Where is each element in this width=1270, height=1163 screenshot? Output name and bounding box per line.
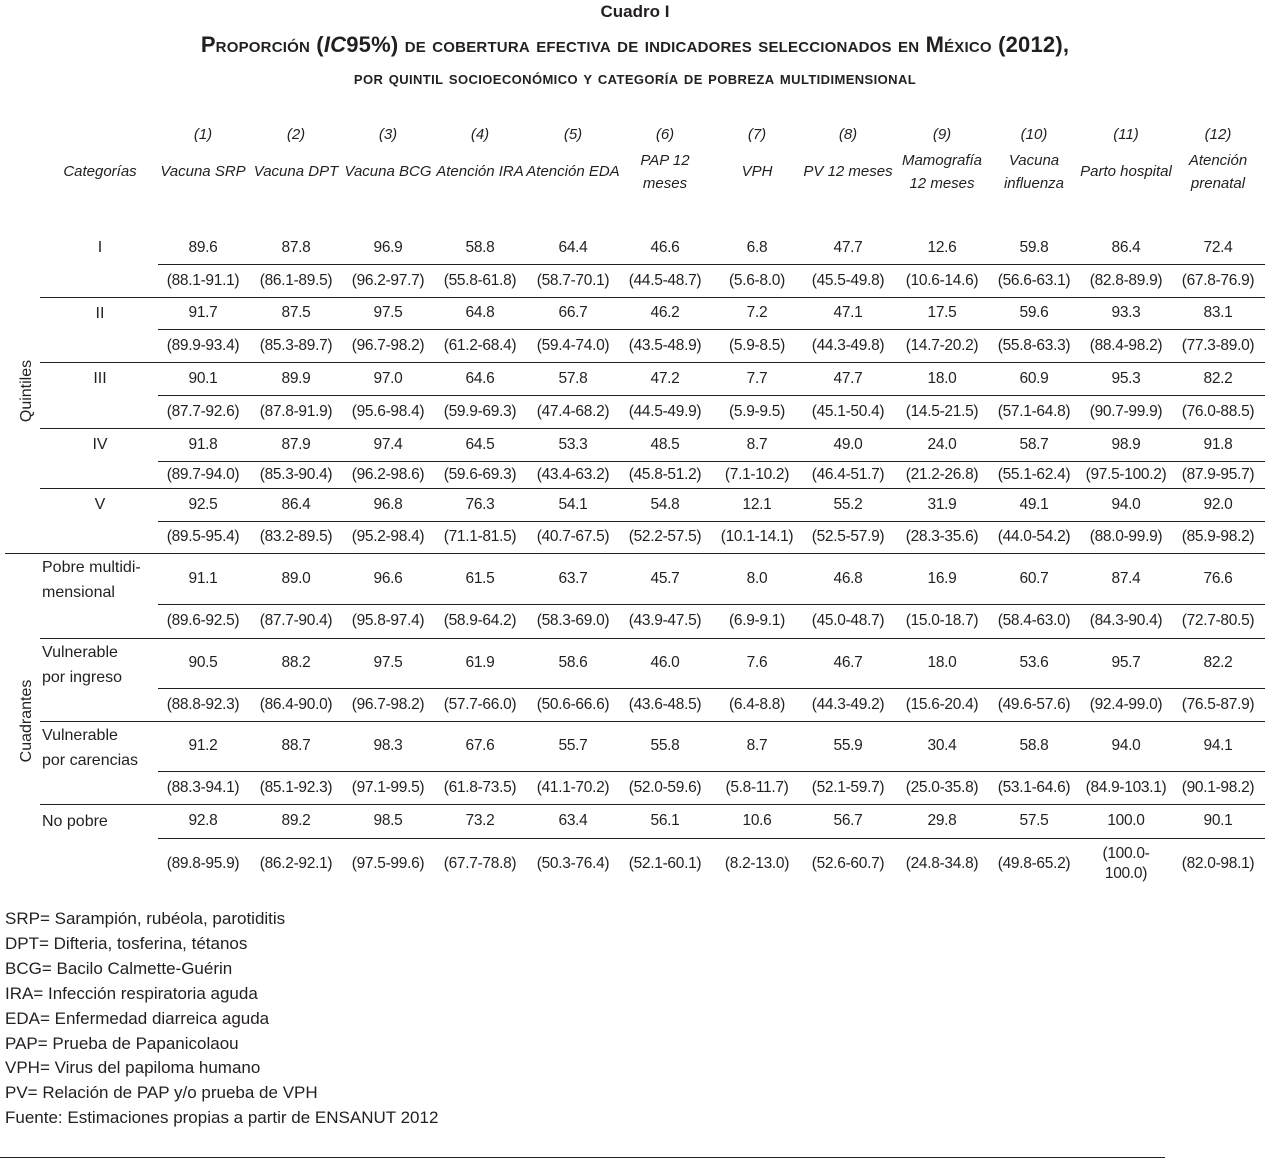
ci-cell: (5.6-8.0): [729, 271, 785, 289]
ci-cell: (10.1-14.1): [720, 528, 794, 545]
ci-cell: (100.0- 100.0): [1102, 845, 1150, 882]
ci-cell: (43.6-48.5): [628, 695, 702, 713]
ci-cell: (10.6-14.6): [905, 271, 979, 289]
value-cell: 61.9: [465, 654, 495, 671]
value-cell: 94.0: [1111, 495, 1141, 513]
row-label: por ingreso: [42, 669, 123, 686]
ci-cell: (95.6-98.4): [351, 402, 425, 420]
value-cell: 72.4: [1203, 238, 1233, 256]
ci-cell: (24.8-34.8): [905, 855, 979, 872]
ci-cell: (52.2-57.5): [628, 528, 702, 545]
ci-cell: (72.7-80.5): [1181, 612, 1255, 629]
ci-cell: (45.8-51.2): [628, 465, 702, 483]
ci-cell: (59.9-69.3): [443, 402, 517, 420]
value-cell: 55.2: [833, 495, 863, 513]
value-cell: 90.5: [188, 654, 218, 671]
column-number: (5): [563, 126, 583, 143]
ci-cell: (97.1-99.5): [351, 778, 425, 796]
ci-cell: (85.9-98.2): [1181, 528, 1255, 545]
ci-cell: (52.5-57.9): [811, 528, 885, 545]
value-cell: 82.2: [1203, 654, 1233, 671]
value-cell: 87.4: [1111, 569, 1141, 587]
value-cell: 60.9: [1019, 369, 1049, 387]
ci-cell: (67.8-76.9): [1181, 271, 1255, 289]
value-cell: 89.6: [188, 238, 218, 256]
value-cell: 63.4: [558, 812, 588, 829]
ci-cell: (58.3-69.0): [536, 612, 610, 629]
header-categories: Categorías: [63, 163, 137, 180]
ci-cell: (89.9-93.4): [166, 336, 240, 354]
ci-cell: (52.1-60.1): [628, 855, 702, 872]
value-cell: 7.2: [746, 304, 768, 321]
column-header: Vacuna BCG: [344, 163, 432, 180]
value-cell: 96.6: [373, 569, 403, 587]
value-cell: 98.3: [373, 737, 403, 754]
value-cell: 95.7: [1111, 654, 1141, 671]
value-cell: 94.1: [1203, 737, 1233, 754]
ci-cell: (58.9-64.2): [443, 612, 517, 629]
value-cell: 45.7: [650, 569, 680, 587]
ci-cell: (86.2-92.1): [259, 855, 333, 872]
ci-cell: (82.0-98.1): [1181, 855, 1255, 872]
value-cell: 86.4: [281, 495, 311, 513]
value-cell: 48.5: [650, 435, 680, 453]
ci-cell: (76.5-87.9): [1181, 695, 1255, 713]
value-cell: 46.8: [833, 569, 863, 587]
ci-cell: (85.3-89.7): [259, 336, 333, 354]
ci-cell: (86.1-89.5): [259, 271, 333, 289]
ci-cell: (58.7-70.1): [536, 271, 610, 289]
column-header: Atención EDA: [526, 163, 620, 180]
value-cell: 58.7: [1019, 435, 1049, 453]
column-number: (4): [470, 126, 490, 143]
ci-cell: (55.8-61.8): [443, 271, 517, 289]
column-number: (8): [838, 126, 858, 143]
value-cell: 76.6: [1203, 569, 1233, 587]
column-number: (7): [747, 126, 767, 143]
value-cell: 7.6: [746, 654, 768, 671]
row-divider: [158, 771, 1265, 772]
ci-cell: (43.9-47.5): [628, 612, 702, 629]
value-cell: 46.6: [650, 238, 680, 256]
ci-cell: (89.8-95.9): [166, 855, 240, 872]
footnote: PAP= Prueba de Papanicolaou: [5, 1033, 239, 1053]
value-cell: 94.0: [1111, 737, 1141, 754]
ci-cell: (57.1-64.8): [997, 402, 1071, 420]
value-cell: 46.0: [650, 654, 680, 671]
value-cell: 64.4: [558, 238, 588, 256]
value-cell: 96.9: [373, 238, 403, 256]
value-cell: 58.8: [1019, 737, 1049, 754]
table-subtitle: por quintil socioeconómico y categoría de pobreza multidimensional: [353, 68, 917, 88]
value-cell: 91.8: [1203, 435, 1233, 453]
ci-cell: (59.4-74.0): [536, 336, 610, 354]
ci-cell: (14.7-20.2): [905, 336, 979, 354]
value-cell: 55.9: [833, 737, 863, 754]
ci-cell: (15.0-18.7): [905, 612, 979, 629]
ci-cell: (89.6-92.5): [166, 612, 240, 629]
value-cell: 24.0: [927, 435, 957, 453]
ci-cell: (89.5-95.4): [166, 528, 240, 545]
value-cell: 97.5: [373, 654, 403, 671]
column-header: PV 12 meses: [803, 163, 893, 180]
value-cell: 97.0: [373, 369, 403, 387]
value-cell: 54.8: [650, 495, 680, 513]
value-cell: 6.8: [746, 238, 768, 256]
ci-cell: (88.0-99.9): [1089, 528, 1163, 545]
ci-cell: (90.7-99.9): [1089, 402, 1163, 420]
ci-cell: (8.2-13.0): [724, 855, 790, 872]
ci-cell: (45.0-48.7): [811, 612, 885, 629]
ci-cell: (82.8-89.9): [1089, 271, 1163, 289]
ci-cell: (88.1-91.1): [166, 271, 240, 289]
column-header: Atención IRA: [436, 163, 524, 180]
footnote: PV= Relación de PAP y/o prueba de VPH: [5, 1083, 318, 1103]
column-header: PAP 12: [640, 152, 690, 169]
ci-cell: (96.2-97.7): [351, 271, 425, 289]
value-cell: 29.8: [927, 812, 957, 829]
value-cell: 88.2: [281, 654, 311, 671]
ci-cell: (95.2-98.4): [351, 528, 425, 545]
ci-cell: (88.8-92.3): [166, 695, 240, 713]
value-cell: 18.0: [927, 654, 957, 671]
value-cell: 100.0: [1107, 812, 1145, 829]
column-header: Atención: [1188, 152, 1248, 169]
value-cell: 53.6: [1019, 654, 1049, 671]
row-label: V: [94, 496, 106, 513]
ci-cell: (44.3-49.2): [811, 695, 885, 713]
value-cell: 10.6: [742, 812, 772, 829]
column-number: (1): [193, 126, 213, 143]
value-cell: 95.3: [1111, 369, 1141, 387]
value-cell: 8.0: [746, 569, 768, 587]
value-cell: 53.3: [558, 435, 588, 453]
ci-cell: (87.9-95.7): [1181, 465, 1255, 483]
value-cell: 92.5: [188, 495, 218, 513]
value-cell: 89.0: [281, 569, 311, 587]
ci-cell: (21.2-26.8): [905, 465, 979, 483]
value-cell: 55.8: [650, 737, 680, 754]
value-cell: 91.8: [188, 435, 218, 453]
row-divider: [158, 461, 1265, 462]
table-title: Proporción (IC95%) de cobertura efectiva de indicadores seleccionados en México (2012),: [200, 32, 1070, 57]
ci-cell: (56.6-63.1): [997, 271, 1071, 289]
column-header: Vacuna DPT: [253, 163, 339, 180]
value-cell: 92.8: [188, 812, 218, 829]
ci-cell: (85.1-92.3): [259, 778, 333, 796]
row-label: I: [97, 239, 103, 256]
value-cell: 18.0: [927, 369, 957, 387]
value-cell: 7.7: [746, 369, 768, 387]
row-label: Vulnerable: [42, 727, 118, 744]
value-cell: 55.7: [558, 737, 588, 754]
table-number: Cuadro I: [600, 2, 670, 21]
ci-cell: (55.8-63.3): [997, 336, 1071, 354]
value-cell: 82.2: [1203, 369, 1233, 387]
row-label: II: [95, 305, 105, 322]
ci-cell: (58.4-63.0): [997, 612, 1071, 629]
value-cell: 30.4: [927, 737, 957, 754]
group-label-quintiles: Quintiles: [18, 359, 35, 423]
value-cell: 92.0: [1203, 495, 1233, 513]
bottom-rule: [0, 1157, 1165, 1158]
value-cell: 76.3: [465, 495, 495, 513]
value-cell: 31.9: [927, 495, 957, 513]
value-cell: 63.7: [558, 569, 588, 587]
ci-cell: (52.0-59.6): [628, 778, 702, 796]
ci-cell: (14.5-21.5): [905, 402, 979, 420]
value-cell: 49.0: [833, 435, 863, 453]
column-header: meses: [642, 175, 688, 192]
ci-cell: (83.2-89.5): [259, 528, 333, 545]
value-cell: 54.1: [558, 495, 588, 513]
ci-cell: (44.5-48.7): [628, 271, 702, 289]
row-label: III: [93, 370, 107, 387]
ci-cell: (44.3-49.8): [811, 336, 885, 354]
row-divider: [158, 264, 1265, 265]
ci-cell: (43.4-63.2): [536, 465, 610, 483]
ci-cell: (84.9-103.1): [1085, 778, 1167, 796]
value-cell: 16.9: [927, 569, 957, 587]
ci-cell: (49.6-57.6): [997, 695, 1071, 713]
row-divider: [158, 521, 1265, 522]
value-cell: 12.1: [742, 495, 772, 513]
value-cell: 88.7: [281, 737, 311, 754]
ci-cell: (6.9-9.1): [729, 612, 785, 629]
footnote: BCG= Bacilo Calmette-Guérin: [5, 958, 233, 978]
column-header: Vacuna SRP: [160, 163, 246, 180]
value-cell: 91.1: [188, 569, 218, 587]
ci-cell: (55.1-62.4): [997, 465, 1071, 483]
ci-cell: (87.7-90.4): [259, 612, 333, 629]
value-cell: 98.9: [1111, 435, 1141, 453]
ci-cell: (5.9-9.5): [729, 402, 785, 420]
row-label: por carencias: [42, 752, 139, 769]
value-cell: 59.6: [1019, 304, 1049, 321]
ci-cell: (52.1-59.7): [811, 778, 885, 796]
ci-cell: (88.4-98.2): [1089, 336, 1163, 354]
ci-cell: (49.8-65.2): [997, 855, 1071, 872]
row-label: No pobre: [42, 813, 108, 830]
ci-cell: (96.2-98.6): [351, 465, 425, 483]
ci-cell: (95.8-97.4): [351, 612, 425, 629]
footnote: DPT= Difteria, tosferina, tétanos: [5, 933, 248, 953]
ci-cell: (5.9-8.5): [729, 336, 785, 354]
value-cell: 97.5: [373, 304, 403, 321]
ci-cell: (28.3-35.6): [905, 528, 979, 545]
column-header: Vacuna: [1008, 152, 1060, 169]
ci-cell: (46.4-51.7): [811, 465, 885, 483]
value-cell: 64.5: [465, 435, 495, 453]
row-label: Vulnerable: [42, 644, 118, 661]
footnote: VPH= Virus del papiloma humano: [5, 1058, 261, 1078]
ci-cell: (47.4-68.2): [536, 402, 610, 420]
ci-cell: (97.5-100.2): [1085, 465, 1167, 483]
value-cell: 86.4: [1111, 238, 1141, 256]
row-divider: [158, 838, 1265, 839]
column-header: prenatal: [1190, 175, 1246, 192]
value-cell: 47.7: [833, 369, 863, 387]
value-cell: 87.8: [281, 238, 311, 256]
value-cell: 47.2: [650, 369, 680, 387]
footnote: Fuente: Estimaciones propias a partir de ENSANUT 2012: [5, 1108, 439, 1128]
ci-cell: (86.4-90.0): [259, 695, 333, 713]
ci-cell: (61.8-73.5): [443, 778, 517, 796]
value-cell: 8.7: [746, 435, 768, 453]
ci-cell: (57.7-66.0): [443, 695, 517, 713]
row-label: IV: [92, 436, 108, 453]
value-cell: 12.6: [927, 238, 957, 256]
value-cell: 66.7: [558, 304, 588, 321]
ci-cell: (87.7-92.6): [166, 402, 240, 420]
value-cell: 47.1: [833, 304, 863, 321]
value-cell: 91.7: [188, 304, 218, 321]
column-header: VPH: [741, 163, 773, 180]
footnote: IRA= Infección respiratoria aguda: [5, 983, 258, 1003]
footnote: EDA= Enfermedad diarreica aguda: [5, 1008, 270, 1028]
ci-cell: (25.0-35.8): [905, 778, 979, 796]
value-cell: 8.7: [746, 737, 768, 754]
value-cell: 56.1: [650, 812, 680, 829]
value-cell: 93.3: [1111, 304, 1141, 321]
value-cell: 59.8: [1019, 238, 1049, 256]
value-cell: 46.7: [833, 654, 863, 671]
ci-cell: (89.7-94.0): [166, 465, 240, 483]
value-cell: 49.1: [1019, 495, 1049, 513]
ci-cell: (41.1-70.2): [536, 778, 610, 796]
value-cell: 87.9: [281, 435, 311, 453]
value-cell: 17.5: [927, 304, 957, 321]
row-divider: [158, 329, 1265, 330]
value-cell: 87.5: [281, 304, 311, 321]
value-cell: 57.5: [1019, 812, 1049, 829]
value-cell: 56.7: [833, 812, 863, 829]
column-number: (12): [1204, 126, 1232, 143]
ci-cell: (59.6-69.3): [443, 465, 517, 483]
value-cell: 97.4: [373, 435, 403, 453]
ci-cell: (44.5-49.9): [628, 402, 702, 420]
ci-cell: (50.6-66.6): [536, 695, 610, 713]
column-number: (11): [1113, 126, 1139, 143]
ci-cell: (87.8-91.9): [259, 402, 333, 420]
value-cell: 46.2: [650, 304, 680, 321]
ci-cell: (71.1-81.5): [443, 528, 517, 545]
value-cell: 61.5: [465, 569, 495, 587]
ci-cell: (53.1-64.6): [997, 778, 1071, 796]
column-number: (10): [1020, 126, 1048, 143]
value-cell: 60.7: [1019, 569, 1049, 587]
footnote: SRP= Sarampión, rubéola, parotiditis: [5, 909, 286, 928]
value-cell: 58.6: [558, 654, 588, 671]
ci-cell: (61.2-68.4): [443, 336, 517, 354]
ci-cell: (97.5-99.6): [351, 855, 425, 872]
value-cell: 64.6: [465, 369, 495, 387]
value-cell: 91.2: [188, 737, 218, 754]
value-cell: 89.2: [281, 812, 311, 829]
value-cell: 90.1: [1203, 812, 1233, 829]
ci-cell: (44.0-54.2): [997, 528, 1071, 545]
column-header: Mamografía: [901, 152, 983, 169]
value-cell: 96.8: [373, 495, 403, 513]
ci-cell: (7.1-10.2): [724, 465, 790, 483]
group-label-cuadrantes: Cuadrantes: [18, 679, 35, 762]
ci-cell: (43.5-48.9): [628, 336, 702, 354]
value-cell: 64.8: [465, 304, 495, 321]
ci-cell: (88.3-94.1): [166, 778, 240, 796]
column-number: (6): [655, 126, 675, 143]
value-cell: 90.1: [188, 369, 218, 387]
row-divider: [158, 604, 1265, 605]
value-cell: 73.2: [465, 812, 495, 829]
ci-cell: (15.6-20.4): [905, 695, 979, 713]
row-divider: [158, 688, 1265, 689]
value-cell: 67.6: [465, 737, 495, 754]
ci-cell: (45.1-50.4): [811, 402, 885, 420]
value-cell: 57.8: [558, 369, 588, 387]
value-cell: 47.7: [833, 238, 863, 256]
value-cell: 83.1: [1203, 304, 1233, 321]
ci-cell: (76.0-88.5): [1181, 402, 1255, 420]
row-label: mensional: [42, 584, 115, 601]
value-cell: 89.9: [281, 369, 311, 387]
ci-cell: (67.7-78.8): [443, 855, 517, 872]
ci-cell: (6.4-8.8): [729, 695, 785, 713]
ci-cell: (85.3-90.4): [259, 465, 333, 483]
ci-cell: (40.7-67.5): [536, 528, 610, 545]
ci-cell: (45.5-49.8): [811, 271, 885, 289]
column-number: (9): [932, 126, 952, 143]
value-cell: 98.5: [373, 812, 403, 829]
column-header: Parto hospital: [1080, 163, 1172, 180]
column-number: (3): [378, 126, 398, 143]
ci-cell: (92.4-99.0): [1089, 695, 1163, 713]
ci-cell: (96.7-98.2): [351, 336, 425, 354]
ci-cell: (84.3-90.4): [1089, 612, 1163, 629]
ci-cell: (96.7-98.2): [351, 695, 425, 713]
ci-cell: (50.3-76.4): [536, 855, 610, 872]
column-header: influenza: [1003, 175, 1065, 192]
row-divider: [158, 395, 1265, 396]
row-label: Pobre multidi-: [42, 559, 141, 576]
column-number: (2): [286, 126, 306, 143]
ci-cell: (90.1-98.2): [1181, 778, 1255, 796]
ci-cell: (52.6-60.7): [811, 855, 885, 872]
column-header: 12 meses: [909, 175, 975, 192]
value-cell: 58.8: [465, 238, 495, 256]
ci-cell: (5.8-11.7): [725, 778, 789, 796]
ci-cell: (77.3-89.0): [1181, 336, 1255, 354]
